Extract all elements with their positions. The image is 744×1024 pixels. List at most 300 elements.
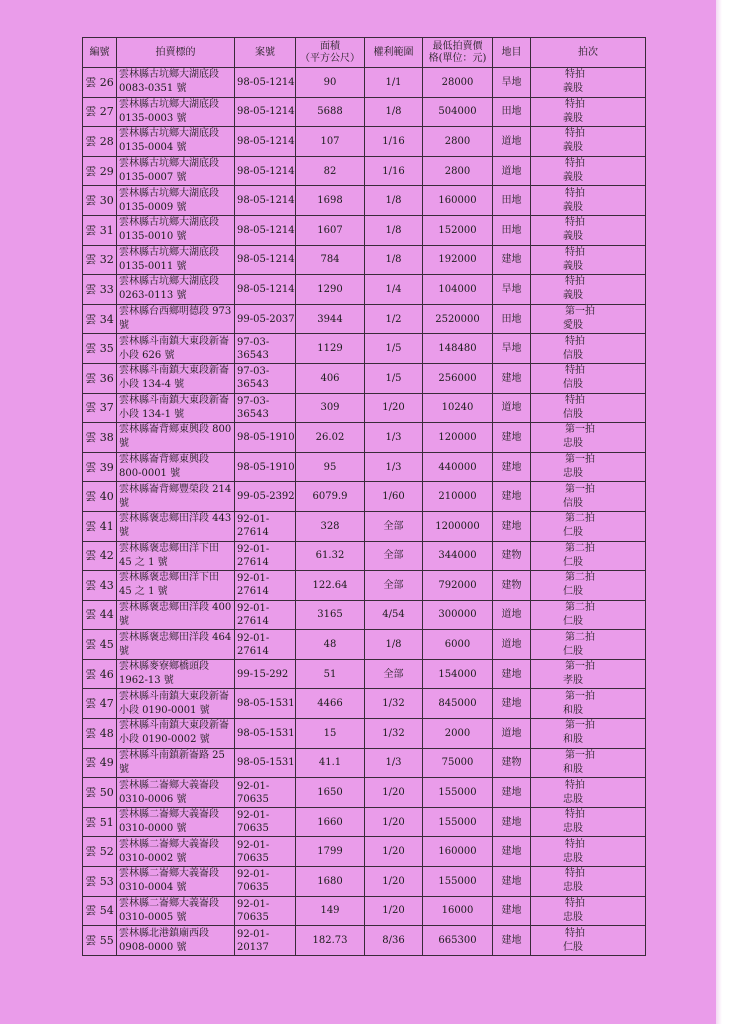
row-round-unit: 仁股 [563, 615, 583, 627]
row-round-unit: 義股 [563, 83, 583, 95]
row-area: 1129 [296, 334, 365, 364]
row-area: 1607 [296, 215, 365, 245]
header-area-line2: （平方公尺） [300, 52, 360, 64]
row-area: 309 [296, 393, 365, 423]
row-round-stage: 第一拍 [565, 454, 595, 466]
row-share: 1/3 [365, 423, 423, 453]
row-land: 建地 [493, 245, 531, 275]
row-share: 1/16 [365, 127, 423, 157]
row-target: 雲林縣崙背鄉東興段 800 號 [117, 423, 235, 453]
row-price: 504000 [423, 97, 493, 127]
table-row [83, 334, 646, 364]
row-share: 1/20 [365, 896, 423, 926]
row-land: 旱地 [493, 334, 531, 364]
row-round [531, 245, 646, 275]
auction-table [82, 37, 646, 956]
row-land: 道地 [493, 393, 531, 423]
row-target: 雲林縣二崙鄉大義崙段 0310-0002 號 [117, 837, 235, 867]
header-price-line2: 格(單位：元) [428, 52, 487, 64]
row-no: 雲 30 [83, 186, 117, 216]
row-no: 雲 38 [83, 423, 117, 453]
row-no: 雲 47 [83, 689, 117, 719]
row-round-stage: 特拍 [565, 365, 585, 377]
row-land: 道地 [493, 127, 531, 157]
row-no: 雲 45 [83, 630, 117, 660]
row-target: 雲林縣斗南鎮大東段新崙小段 134-4 號 [117, 363, 235, 393]
row-land: 建地 [493, 867, 531, 897]
header-land: 地目 [493, 38, 531, 68]
row-round-stage: 第一拍 [565, 661, 595, 673]
row-share: 1/20 [365, 778, 423, 808]
row-round-stage: 特拍 [565, 98, 585, 110]
row-target: 雲林縣古坑鄉大湖底段 0135-0010 號 [117, 215, 235, 245]
row-round-unit: 忠股 [563, 438, 583, 450]
row-no: 雲 32 [83, 245, 117, 275]
row-no: 雲 43 [83, 571, 117, 601]
row-no: 雲 36 [83, 363, 117, 393]
row-case: 98-05-1214 [235, 245, 296, 275]
row-target: 雲林縣斗南鎮大東段新崙小段 0190-0001 號 [117, 689, 235, 719]
row-target: 雲林縣斗南鎮大東段新崙小段 0190-0002 號 [117, 719, 235, 749]
row-round [531, 482, 646, 512]
row-round-stage: 特拍 [565, 217, 585, 229]
row-price: 16000 [423, 896, 493, 926]
table-row [83, 926, 646, 956]
row-land: 建地 [493, 659, 531, 689]
row-target: 雲林縣二崙鄉大義崙段 0310-0006 號 [117, 778, 235, 808]
row-area: 82 [296, 156, 365, 186]
row-land: 道地 [493, 630, 531, 660]
table-row [83, 156, 646, 186]
row-round [531, 807, 646, 837]
row-share: 1/16 [365, 156, 423, 186]
table-row [83, 541, 646, 571]
row-round-unit: 仁股 [563, 527, 583, 539]
table-row [83, 482, 646, 512]
row-round [531, 97, 646, 127]
row-no: 雲 29 [83, 156, 117, 186]
row-no: 雲 54 [83, 896, 117, 926]
row-target: 雲林縣褒忠鄉田洋段 464 號 [117, 630, 235, 660]
row-area: 1799 [296, 837, 365, 867]
row-round-unit: 義股 [563, 201, 583, 213]
row-area: 1698 [296, 186, 365, 216]
row-round-stage: 第二拍 [565, 513, 595, 525]
row-round-unit: 和股 [563, 734, 583, 746]
row-price: 344000 [423, 541, 493, 571]
row-round-unit: 忠股 [563, 793, 583, 805]
row-no: 雲 28 [83, 127, 117, 157]
row-round-unit: 忠股 [563, 911, 583, 923]
row-share: 1/4 [365, 275, 423, 305]
row-price: 210000 [423, 482, 493, 512]
row-price: 300000 [423, 600, 493, 630]
row-round [531, 659, 646, 689]
row-land: 旱地 [493, 275, 531, 305]
row-round [531, 68, 646, 98]
row-round [531, 511, 646, 541]
row-area: 149 [296, 896, 365, 926]
row-case: 98-05-1214 [235, 156, 296, 186]
row-no: 雲 35 [83, 334, 117, 364]
row-round [531, 719, 646, 749]
row-area: 90 [296, 68, 365, 98]
row-price: 2800 [423, 156, 493, 186]
row-round-stage: 特拍 [565, 897, 585, 909]
row-case: 98-05-1214 [235, 97, 296, 127]
row-round-unit: 義股 [563, 142, 583, 154]
table-row [83, 719, 646, 749]
row-case: 92-01-27614 [235, 571, 296, 601]
table-row [83, 630, 646, 660]
row-round-unit: 信股 [563, 379, 583, 391]
row-price: 120000 [423, 423, 493, 453]
table-row [83, 837, 646, 867]
row-round [531, 837, 646, 867]
row-no: 雲 55 [83, 926, 117, 956]
row-land: 建地 [493, 778, 531, 808]
row-case: 92-01-70635 [235, 807, 296, 837]
row-land: 旱地 [493, 68, 531, 98]
row-land: 建物 [493, 541, 531, 571]
row-case: 92-01-27614 [235, 541, 296, 571]
row-land: 建地 [493, 423, 531, 453]
row-price: 152000 [423, 215, 493, 245]
header-case: 案號 [235, 38, 296, 68]
row-round [531, 630, 646, 660]
row-round-stage: 第一拍 [565, 749, 595, 761]
row-share: 1/5 [365, 334, 423, 364]
row-round-stage: 特拍 [565, 868, 585, 880]
row-round-unit: 義股 [563, 290, 583, 302]
row-price: 792000 [423, 571, 493, 601]
row-price: 2520000 [423, 304, 493, 334]
row-round [531, 215, 646, 245]
row-case: 98-05-1214 [235, 275, 296, 305]
row-case: 92-01-70635 [235, 778, 296, 808]
header-share: 權利範圍 [365, 38, 423, 68]
row-round-stage: 特拍 [565, 158, 585, 170]
row-round [531, 571, 646, 601]
row-round-stage: 特拍 [565, 927, 585, 939]
row-target: 雲林縣二崙鄉大義崙段 0310-0004 號 [117, 867, 235, 897]
row-round-unit: 仁股 [563, 556, 583, 568]
row-price: 1200000 [423, 511, 493, 541]
row-price: 160000 [423, 837, 493, 867]
row-share: 8/36 [365, 926, 423, 956]
header-no: 編號 [83, 38, 117, 68]
row-target: 雲林縣台西鄉明德段 973 號 [117, 304, 235, 334]
row-case: 92-01-27614 [235, 630, 296, 660]
row-price: 148480 [423, 334, 493, 364]
row-land: 建地 [493, 452, 531, 482]
row-round [531, 423, 646, 453]
row-price: 2000 [423, 719, 493, 749]
table-row [83, 600, 646, 630]
row-target: 雲林縣斗南鎮大東段新崙小段 134-1 號 [117, 393, 235, 423]
row-area: 3165 [296, 600, 365, 630]
row-case: 98-05-1531 [235, 719, 296, 749]
row-round-unit: 仁股 [563, 941, 583, 953]
row-share: 1/3 [365, 452, 423, 482]
row-no: 雲 46 [83, 659, 117, 689]
row-land: 田地 [493, 97, 531, 127]
row-no: 雲 51 [83, 807, 117, 837]
table-header [83, 38, 646, 68]
row-round-unit: 和股 [563, 763, 583, 775]
row-round [531, 748, 646, 778]
table-row [83, 571, 646, 601]
table-body [83, 68, 646, 956]
row-share: 全部 [365, 511, 423, 541]
row-share: 1/8 [365, 215, 423, 245]
table-row [83, 363, 646, 393]
row-price: 6000 [423, 630, 493, 660]
row-round-stage: 第二拍 [565, 631, 595, 643]
row-target: 雲林縣麥寮鄉橋頭段 1962-13 號 [117, 659, 235, 689]
row-round-unit: 愛股 [563, 320, 583, 332]
row-round-stage: 第一拍 [565, 720, 595, 732]
row-share: 1/2 [365, 304, 423, 334]
row-share: 1/3 [365, 748, 423, 778]
row-case: 97-03-36543 [235, 334, 296, 364]
table-row [83, 778, 646, 808]
table-row [83, 423, 646, 453]
row-share: 1/20 [365, 807, 423, 837]
table-row [83, 68, 646, 98]
row-round [531, 334, 646, 364]
row-case: 98-05-1910 [235, 452, 296, 482]
table-row [83, 127, 646, 157]
row-target: 雲林縣褒忠鄉田洋段 400 號 [117, 600, 235, 630]
row-case: 99-05-2037 [235, 304, 296, 334]
row-share: 1/8 [365, 245, 423, 275]
row-price: 104000 [423, 275, 493, 305]
row-round-stage: 第二拍 [565, 601, 595, 613]
row-round [531, 541, 646, 571]
row-case: 97-03-36543 [235, 393, 296, 423]
row-no: 雲 53 [83, 867, 117, 897]
row-land: 建地 [493, 896, 531, 926]
row-target: 雲林縣古坑鄉大湖底段 0135-0007 號 [117, 156, 235, 186]
row-round-unit: 仁股 [563, 645, 583, 657]
row-price: 192000 [423, 245, 493, 275]
row-no: 雲 26 [83, 68, 117, 98]
row-price: 10240 [423, 393, 493, 423]
row-area: 406 [296, 363, 365, 393]
row-share: 1/8 [365, 630, 423, 660]
row-target: 雲林縣古坑鄉大湖底段 0135-0009 號 [117, 186, 235, 216]
row-share: 1/8 [365, 97, 423, 127]
table-row [83, 393, 646, 423]
row-round-unit: 忠股 [563, 823, 583, 835]
row-round [531, 600, 646, 630]
row-land: 建地 [493, 363, 531, 393]
row-land: 建物 [493, 748, 531, 778]
row-no: 雲 49 [83, 748, 117, 778]
row-target: 雲林縣古坑鄉大湖底段 0135-0011 號 [117, 245, 235, 275]
header-price [423, 38, 493, 68]
row-round-stage: 特拍 [565, 128, 585, 140]
row-no: 雲 31 [83, 215, 117, 245]
row-target: 雲林縣北港鎮廟西段 0908-0000 號 [117, 926, 235, 956]
row-round-stage: 第一拍 [565, 690, 595, 702]
row-round [531, 867, 646, 897]
row-case: 92-01-70635 [235, 896, 296, 926]
row-price: 155000 [423, 778, 493, 808]
table-row [83, 748, 646, 778]
row-case: 92-01-27614 [235, 511, 296, 541]
row-round-unit: 信股 [563, 497, 583, 509]
row-round-unit: 義股 [563, 112, 583, 124]
row-round-stage: 特拍 [565, 838, 585, 850]
row-share: 全部 [365, 659, 423, 689]
table-row [83, 452, 646, 482]
row-no: 雲 44 [83, 600, 117, 630]
row-round [531, 156, 646, 186]
row-price: 256000 [423, 363, 493, 393]
row-case: 97-03-36543 [235, 363, 296, 393]
row-land: 建地 [493, 807, 531, 837]
row-land: 建地 [493, 511, 531, 541]
header-round: 拍次 [531, 38, 646, 68]
row-share: 全部 [365, 541, 423, 571]
row-area: 15 [296, 719, 365, 749]
table-row [83, 867, 646, 897]
row-share: 1/60 [365, 482, 423, 512]
row-area: 48 [296, 630, 365, 660]
row-no: 雲 40 [83, 482, 117, 512]
row-round-stage: 特拍 [565, 187, 585, 199]
row-case: 98-05-1214 [235, 68, 296, 98]
row-target: 雲林縣古坑鄉大湖底段 0135-0003 號 [117, 97, 235, 127]
table-row [83, 245, 646, 275]
row-price: 2800 [423, 127, 493, 157]
row-round [531, 186, 646, 216]
row-price: 155000 [423, 867, 493, 897]
row-land: 田地 [493, 304, 531, 334]
row-round-stage: 第一拍 [565, 306, 595, 318]
table-row [83, 896, 646, 926]
row-round [531, 452, 646, 482]
row-target: 雲林縣古坑鄉大湖底段 0263-0113 號 [117, 275, 235, 305]
row-share: 全部 [365, 571, 423, 601]
row-share: 1/32 [365, 719, 423, 749]
row-round [531, 778, 646, 808]
row-price: 160000 [423, 186, 493, 216]
row-target: 雲林縣崙背鄉豐榮段 214 號 [117, 482, 235, 512]
row-land: 道地 [493, 156, 531, 186]
row-round-stage: 第二拍 [565, 542, 595, 554]
row-round [531, 304, 646, 334]
row-round-unit: 義股 [563, 231, 583, 243]
row-no: 雲 39 [83, 452, 117, 482]
row-round-unit: 忠股 [563, 882, 583, 894]
row-round-unit: 義股 [563, 260, 583, 272]
row-area: 328 [296, 511, 365, 541]
row-area: 26.02 [296, 423, 365, 453]
row-price: 665300 [423, 926, 493, 956]
row-area: 1680 [296, 867, 365, 897]
row-round-stage: 特拍 [565, 394, 585, 406]
row-round-unit: 忠股 [563, 468, 583, 480]
row-no: 雲 42 [83, 541, 117, 571]
row-round [531, 393, 646, 423]
row-target: 雲林縣古坑鄉大湖底段 0135-0004 號 [117, 127, 235, 157]
row-area: 3944 [296, 304, 365, 334]
table-row [83, 659, 646, 689]
row-round-stage: 特拍 [565, 69, 585, 81]
row-price: 154000 [423, 659, 493, 689]
row-no: 雲 34 [83, 304, 117, 334]
row-no: 雲 48 [83, 719, 117, 749]
table-row [83, 275, 646, 305]
row-round-stage: 特拍 [565, 809, 585, 821]
row-no: 雲 50 [83, 778, 117, 808]
row-share: 1/8 [365, 186, 423, 216]
row-case: 99-15-292 [235, 659, 296, 689]
row-case: 92-01-27614 [235, 600, 296, 630]
row-round-stage: 特拍 [565, 779, 585, 791]
row-share: 4/54 [365, 600, 423, 630]
row-area: 1290 [296, 275, 365, 305]
row-no: 雲 37 [83, 393, 117, 423]
row-share: 1/32 [365, 689, 423, 719]
row-round [531, 896, 646, 926]
row-area: 1660 [296, 807, 365, 837]
row-case: 92-01-70635 [235, 837, 296, 867]
row-case: 92-01-20137 [235, 926, 296, 956]
row-round-stage: 特拍 [565, 246, 585, 258]
row-case: 98-05-1214 [235, 215, 296, 245]
row-round [531, 275, 646, 305]
row-area: 5688 [296, 97, 365, 127]
row-land: 道地 [493, 719, 531, 749]
row-round-unit: 信股 [563, 349, 583, 361]
row-area: 41.1 [296, 748, 365, 778]
row-target: 雲林縣斗南鎮大東段新崙小段 626 號 [117, 334, 235, 364]
row-round-unit: 信股 [563, 408, 583, 420]
row-no: 雲 33 [83, 275, 117, 305]
row-round-unit: 忠股 [563, 852, 583, 864]
row-target: 雲林縣褒忠鄉田洋段 443 號 [117, 511, 235, 541]
row-round-stage: 第一拍 [565, 424, 595, 436]
table-row [83, 215, 646, 245]
row-price: 440000 [423, 452, 493, 482]
row-share: 1/20 [365, 867, 423, 897]
row-land: 道地 [493, 600, 531, 630]
row-round-unit: 孝股 [563, 675, 583, 687]
row-round [531, 127, 646, 157]
row-price: 845000 [423, 689, 493, 719]
row-target: 雲林縣崙背鄉東興段 800-0001 號 [117, 452, 235, 482]
row-case: 98-05-1214 [235, 186, 296, 216]
scan-edge [716, 0, 744, 1024]
row-no: 雲 27 [83, 97, 117, 127]
row-area: 784 [296, 245, 365, 275]
row-case: 98-05-1910 [235, 423, 296, 453]
row-area: 61.32 [296, 541, 365, 571]
row-round-stage: 第一拍 [565, 483, 595, 495]
row-target: 雲林縣斗南鎮新崙路 25 號 [117, 748, 235, 778]
header-row [83, 38, 646, 68]
table-row [83, 689, 646, 719]
row-land: 建物 [493, 571, 531, 601]
table-row [83, 186, 646, 216]
row-round-stage: 第二拍 [565, 572, 595, 584]
table-row [83, 304, 646, 334]
row-price: 75000 [423, 748, 493, 778]
